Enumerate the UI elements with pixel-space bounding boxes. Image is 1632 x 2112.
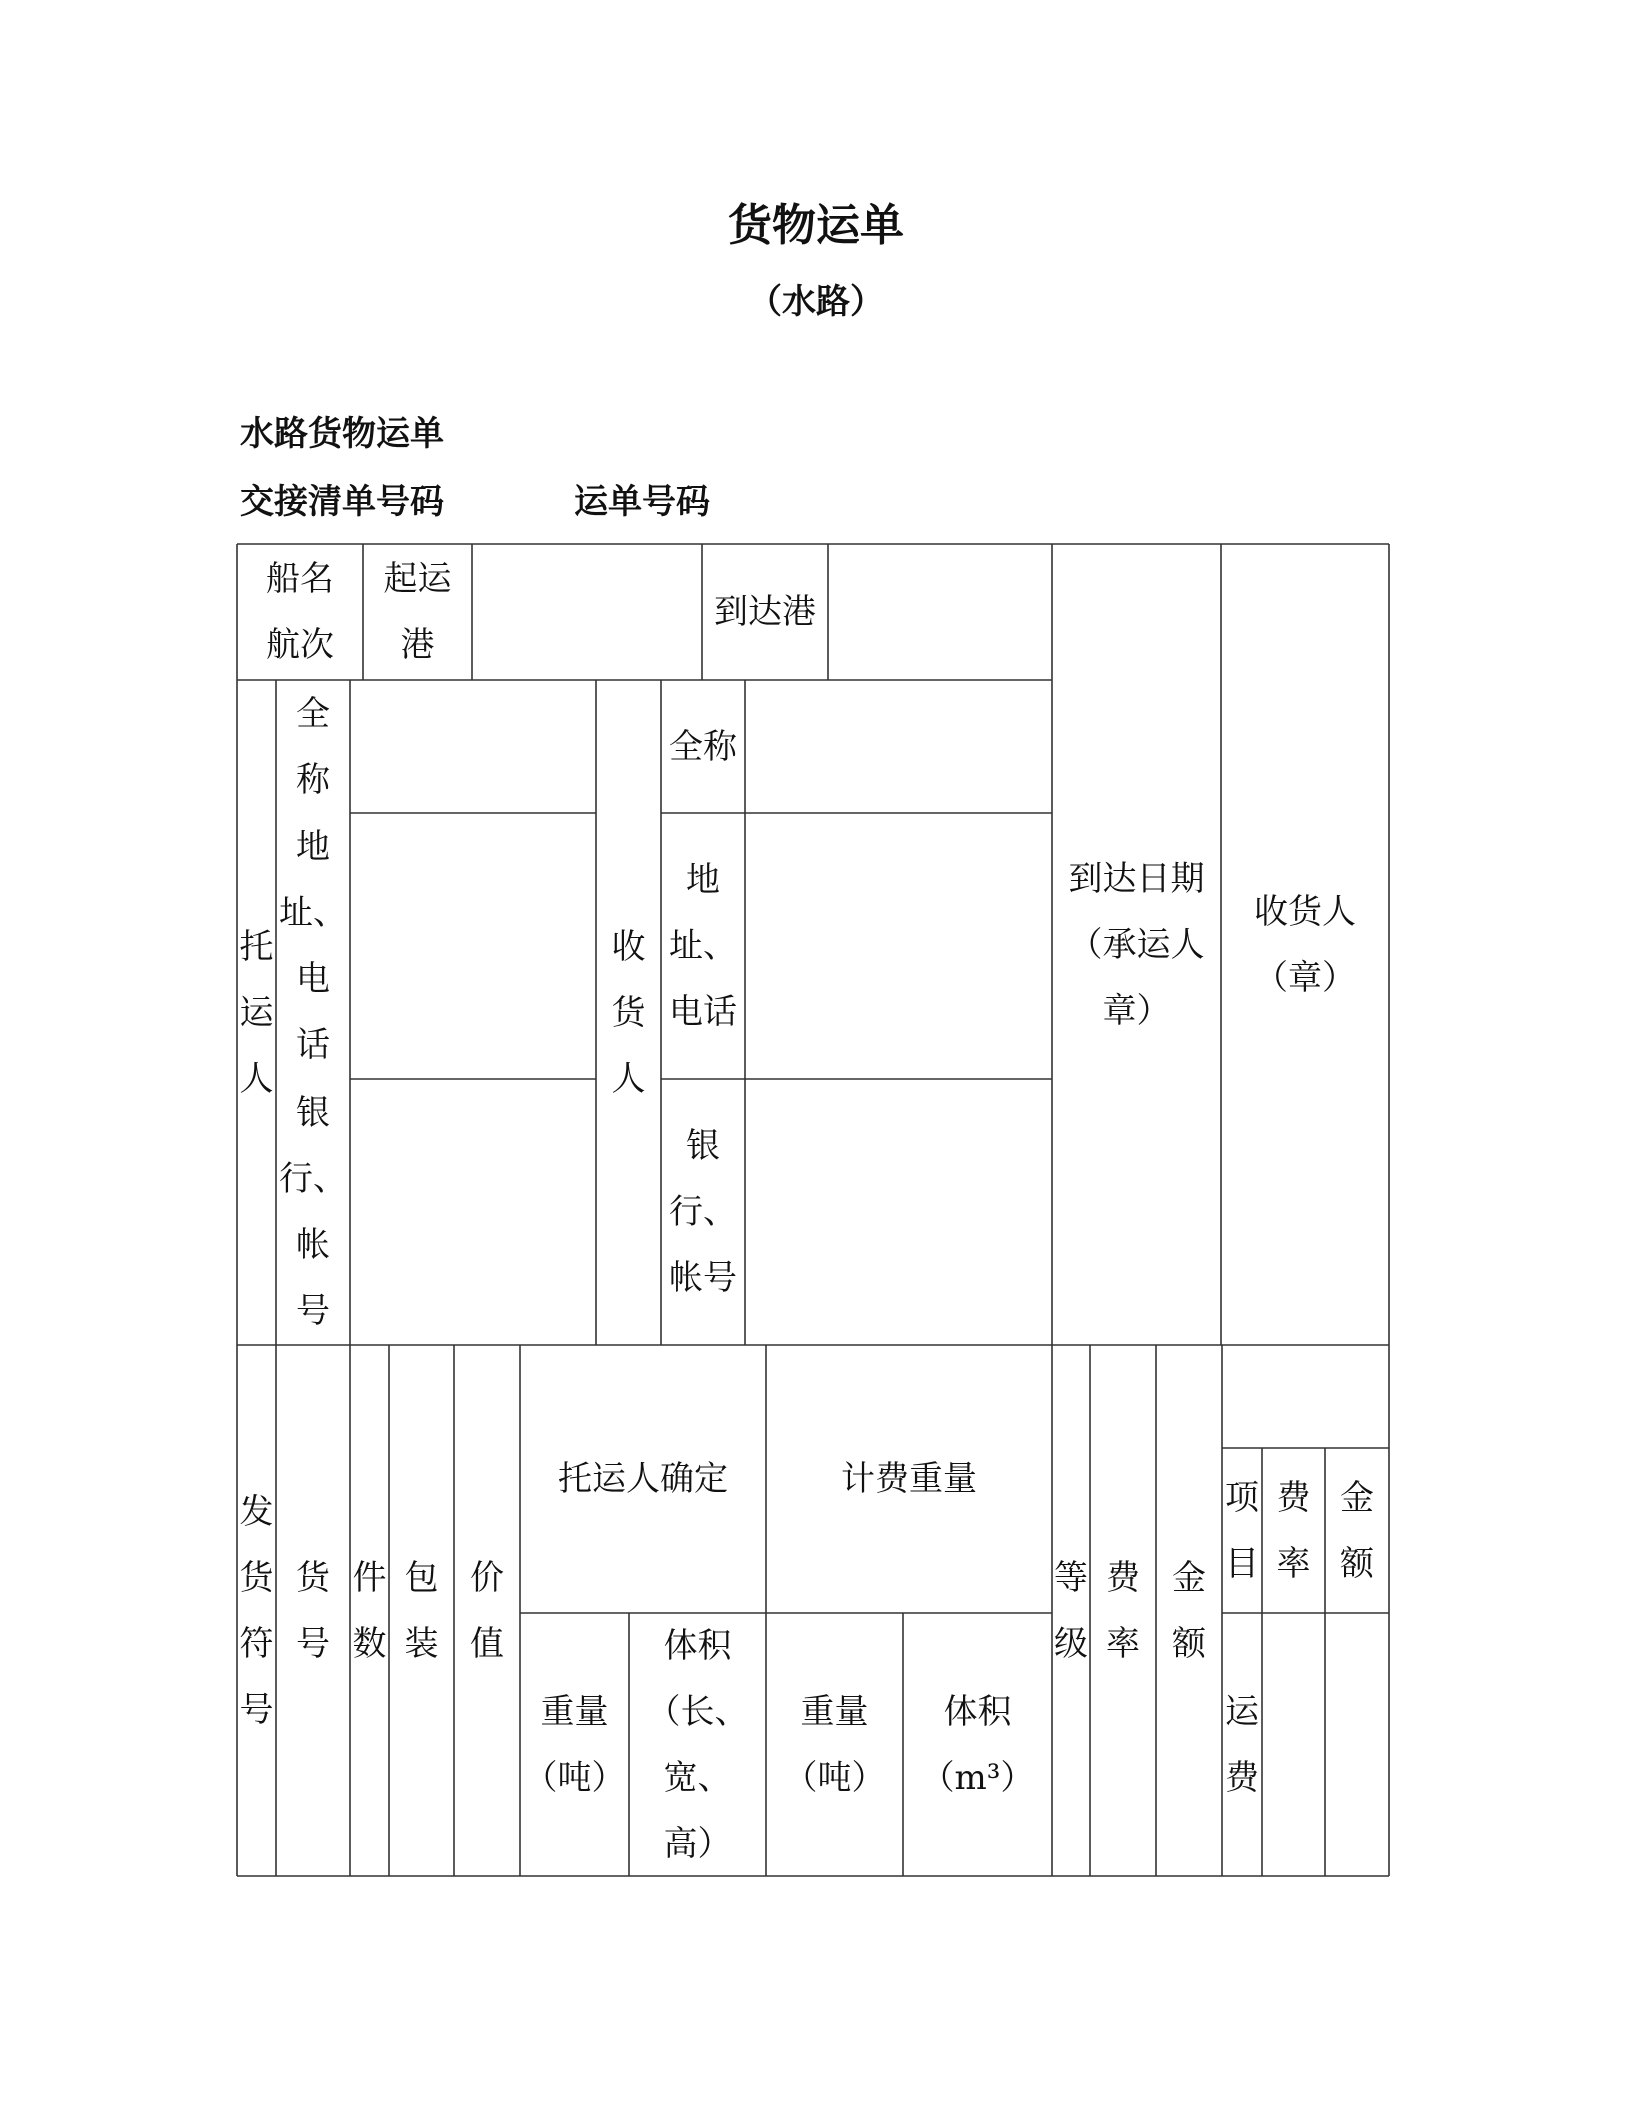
cell-departure-port: 起运 港 — [383, 559, 452, 665]
cell-ship-voyage: 船名 航次 — [266, 559, 334, 665]
cell-weight-tons-1: 重量 （吨） — [523, 1691, 626, 1798]
cell-shipper-determined: 托运人确定 — [558, 1459, 728, 1499]
field-arrival-port-value[interactable] — [828, 544, 1052, 680]
cell-shipper-address: 地 址、 电 话 — [279, 827, 347, 1065]
field-consignee-address[interactable] — [745, 813, 1052, 1079]
cell-grade: 等 级 — [1054, 1557, 1088, 1664]
field-shipper-address[interactable] — [350, 813, 596, 1079]
field-departure-port-value[interactable] — [472, 544, 702, 680]
cell-arrival-date: 到达日期 （承运人 章） — [1068, 858, 1205, 1031]
cell-shipper-name: 全 称 — [296, 693, 330, 800]
field-freight-rate[interactable] — [1262, 1613, 1325, 1876]
cell-shipping-mark: 发 货 符 号 — [239, 1491, 274, 1730]
form-name: 水路货物运单 — [240, 414, 444, 454]
cell-volume-dims: 体积 （长、 宽、 高） — [646, 1625, 749, 1864]
cell-consignee-name: 全称 — [669, 726, 737, 767]
list-number-label: 交接清单号码 — [240, 482, 444, 522]
cell-item: 项 目 — [1225, 1477, 1259, 1584]
field-shipper-name[interactable] — [350, 680, 596, 813]
cell-consignee-bank: 银 行、 帐号 — [669, 1126, 737, 1298]
field-consignee-bank[interactable] — [745, 1079, 1052, 1345]
cell-rate: 费 率 — [1106, 1557, 1140, 1664]
cell-consignee-seal: 收货人 （章） — [1254, 891, 1356, 998]
document-subtitle: （水路） — [748, 282, 884, 322]
cell-chargeable-weight: 计费重量 — [841, 1459, 977, 1499]
cell-packing: 包 装 — [404, 1557, 439, 1664]
field-consignee-name[interactable] — [745, 680, 1052, 813]
field-shipper-bank[interactable] — [350, 1079, 596, 1345]
field-freight-amount[interactable] — [1325, 1613, 1389, 1876]
cell-goods-no: 货 号 — [296, 1557, 330, 1664]
cell-item-amount: 金 额 — [1340, 1477, 1374, 1584]
field-fee-header-blank[interactable] — [1222, 1345, 1389, 1448]
cell-weight-tons-2: 重量 （吨） — [783, 1691, 886, 1798]
cell-shipper-bank: 银 行、 帐 号 — [279, 1093, 347, 1331]
document-title: 货物运单 — [728, 200, 904, 251]
cell-pieces: 件 数 — [352, 1557, 387, 1664]
cell-item-rate: 费 率 — [1276, 1477, 1311, 1584]
waybill-number-label: 运单号码 — [574, 482, 710, 522]
cell-value: 价 值 — [470, 1557, 504, 1664]
cell-volume-m3: 体积 （m³） — [920, 1691, 1035, 1798]
cell-shipper: 托 运 人 — [239, 926, 274, 1099]
cell-amount: 金 额 — [1172, 1557, 1206, 1664]
cell-consignee: 收 货 人 — [611, 926, 646, 1099]
cell-freight: 运 费 — [1225, 1691, 1259, 1798]
cell-consignee-address: 地 址、 电话 — [669, 860, 737, 1032]
cell-arrival-port: 到达港 — [714, 592, 816, 632]
